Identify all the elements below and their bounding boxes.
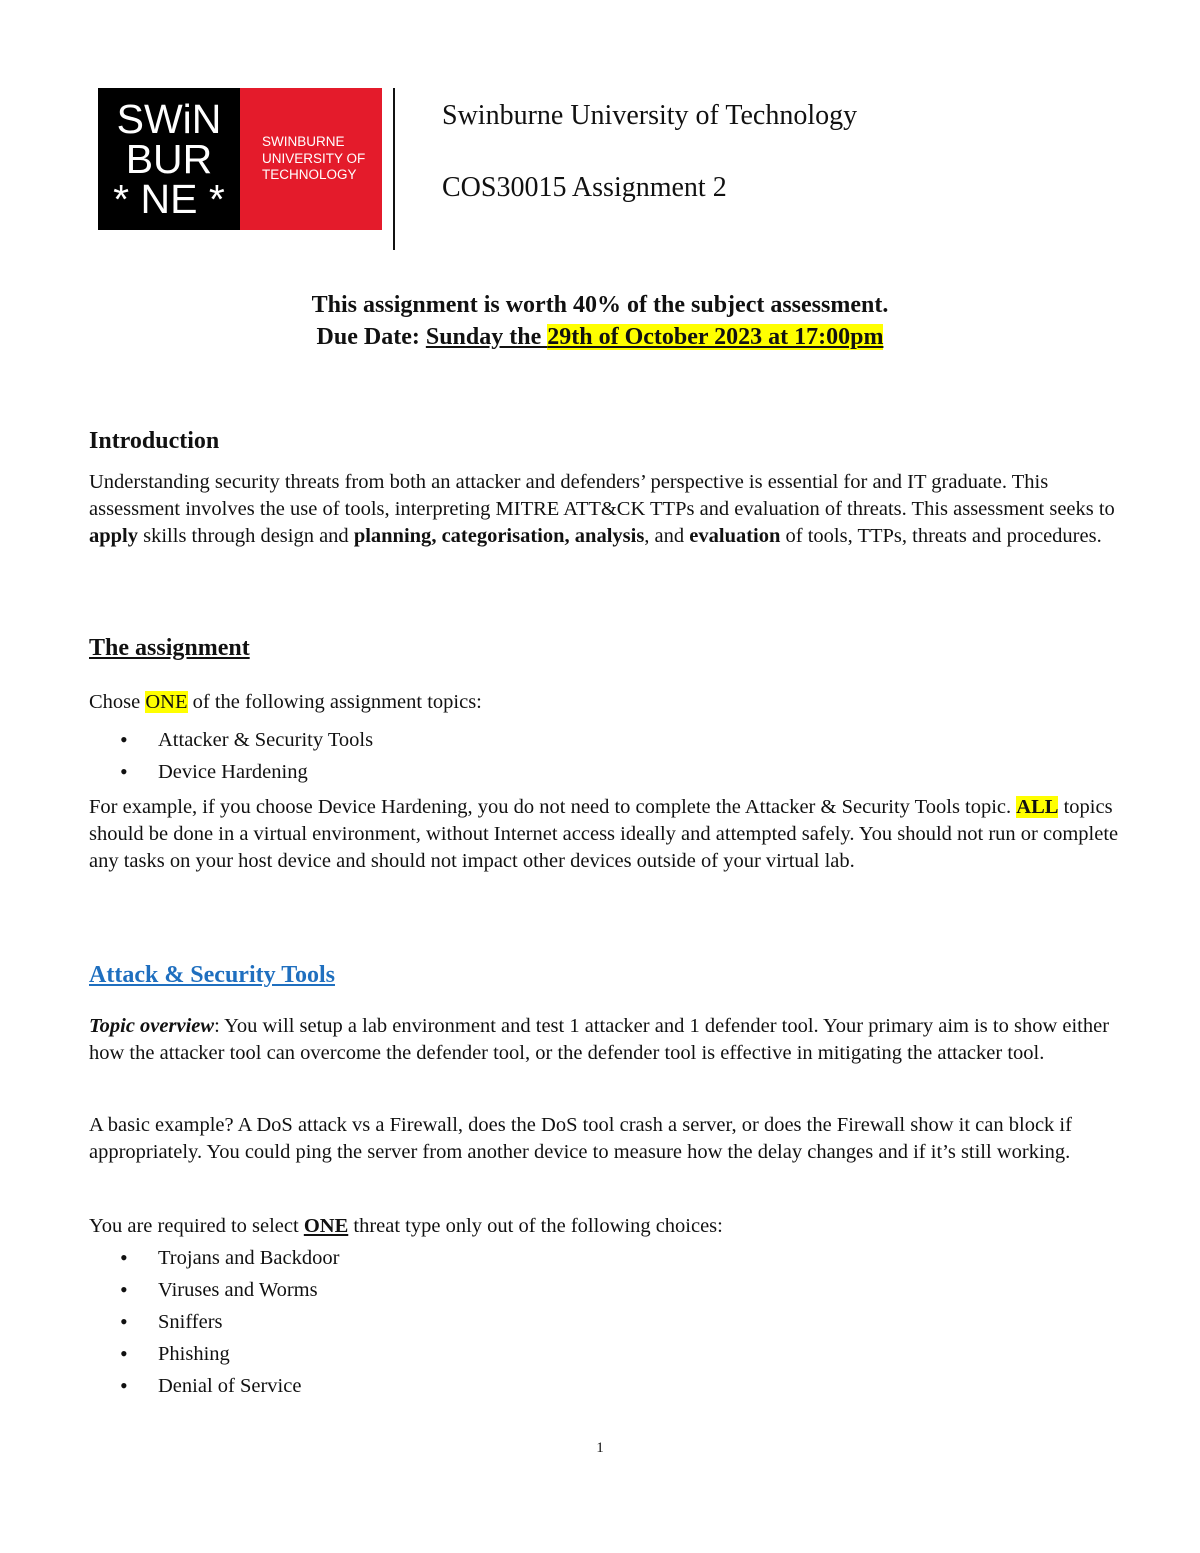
list-item: • Attacker & Security Tools — [120, 724, 373, 756]
swinburne-logo — [98, 88, 382, 230]
select-text: threat type only out of the following choices: — [348, 1215, 723, 1237]
overview-label: Topic overview — [89, 1015, 215, 1037]
intro-bold: , — [431, 525, 442, 547]
select-one: ONE — [303, 1215, 349, 1237]
choose-line — [89, 689, 1119, 716]
select-text: You are required to select — [89, 1215, 304, 1237]
logo-mark-line: BUR — [125, 135, 213, 182]
intro-bold: apply — [89, 525, 138, 547]
introduction-paragraph — [89, 469, 1119, 550]
intro-text: skills through design and — [138, 525, 354, 547]
intro-bold: evaluation — [689, 525, 781, 547]
example-text: topics should be done in a virtual environment, without Internet access ideally and attempted safely. You should not run or complete any tasks on your host device and should not impact other devices outside of your virtual lab. — [89, 796, 1119, 872]
intro-bold: categorisation — [441, 525, 565, 547]
logo-mark-line: * NE * — [113, 176, 225, 223]
overview-paragraph — [89, 1013, 1119, 1067]
topic-list — [120, 724, 373, 788]
list-item: • Phishing — [120, 1338, 339, 1370]
logo-mark-line: SWiN — [116, 95, 222, 142]
list-item: • Viruses and Worms — [120, 1274, 339, 1306]
intro-text: , and — [644, 525, 690, 547]
example-paragraph — [89, 794, 1119, 875]
due-date: 29th of October 2023 at 17:00pm — [547, 324, 884, 350]
logo-mark — [98, 88, 240, 230]
due-day: Sunday the — [425, 324, 548, 350]
attack-tools-heading[interactable]: Attack & Security Tools — [89, 962, 335, 988]
page-number: 1 — [596, 1440, 604, 1456]
list-item: • Denial of Service — [120, 1370, 339, 1402]
all-highlight: ALL — [1016, 796, 1059, 818]
institution-name: Swinburne University of Technology — [442, 100, 858, 131]
list-item: • Trojans and Backdoor — [120, 1242, 339, 1274]
threat-list — [120, 1242, 339, 1402]
intro-bold: analysis — [574, 525, 645, 547]
introduction-heading: Introduction — [89, 428, 220, 454]
choose-one-highlight: ONE — [145, 691, 188, 713]
choose-text: Chose — [89, 691, 146, 713]
intro-bold: planning — [353, 525, 432, 547]
example-text: For example, if you choose Device Hardening, you do not need to complete the Attacker & Security Tools topic. — [89, 796, 1017, 818]
worth-notice: This assignment is worth 40% of the subject assessment. — [311, 292, 889, 318]
list-item: • Sniffers — [120, 1306, 339, 1338]
header-divider — [393, 88, 395, 250]
select-line — [89, 1213, 1119, 1240]
overview-text: : You will setup a lab environment and test 1 attacker and 1 defender tool. Your primary aim is to show either how the attacker tool can overcome the defender tool, or the defender tool is effective in mitigating the attacker tool. — [89, 1015, 1110, 1064]
intro-bold: , — [564, 525, 575, 547]
due-date-line — [0, 324, 1200, 351]
assignment-heading: The assignment — [89, 635, 250, 661]
logo-wordmark — [240, 88, 382, 230]
intro-text: of tools, TTPs, threats and procedures. — [780, 525, 1102, 547]
assignment-code: COS30015 Assignment 2 — [442, 172, 727, 203]
logo-wordmark-line: SWINBURNE — [262, 134, 345, 150]
intro-text: Understanding security threats from both an attacker and defenders’ perspective is essential for and IT graduate. This assessment involves the use of tools, interpreting MITRE ATT&CK TTPs and evaluation of threats. This assessment seeks to — [89, 471, 1115, 520]
logo-wordmark-line: UNIVERSITY OF — [262, 150, 366, 166]
choose-text: of the following assignment topics: — [187, 691, 482, 713]
due-label: Due Date: — [316, 324, 426, 350]
list-item: • Device Hardening — [120, 756, 373, 788]
basic-example-paragraph: A basic example? A DoS attack vs a Firewall, does the DoS tool crash a server, or does the Firewall show it can block if appropriately. You could ping the server from another device to measure how the delay changes and if it’s still working. — [89, 1114, 1072, 1163]
logo-wordmark-line: TECHNOLOGY — [262, 167, 357, 183]
